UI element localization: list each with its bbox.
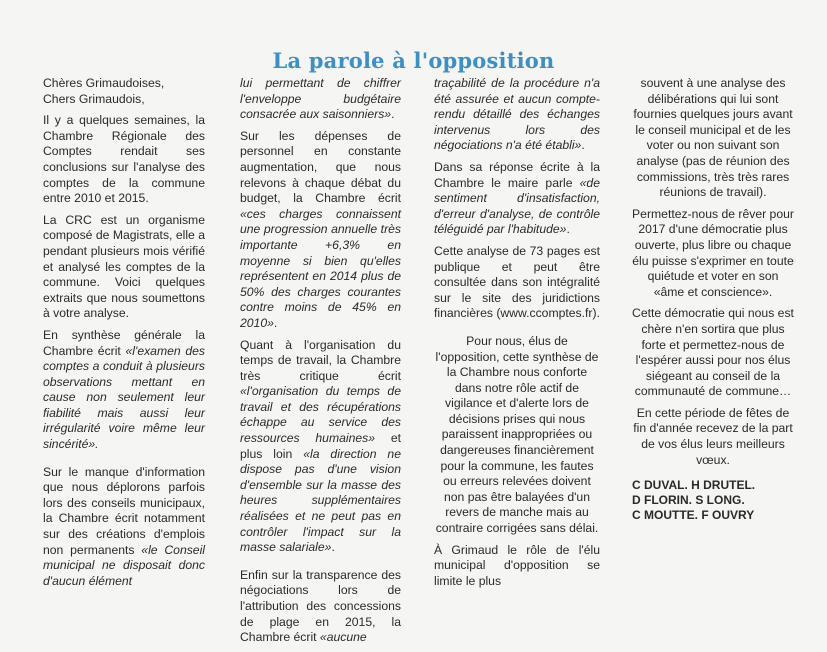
paragraph: En cette période de fêtes de fin d'année recevez de la part de vos élus leurs meilleurs vœux.	[633, 405, 793, 467]
paragraph-text: Enfin sur la transparence des négociations lors de l'attribution des concessions de plage en 2015, la Chambre écrit	[240, 567, 401, 645]
paragraph-text: Sur le manque d'information que nous déplorons parfois lors des conseils municipaux, la Chambre écrit notamment sur des créations d'emplois non permanents	[43, 464, 205, 557]
paragraph	[43, 465, 205, 590]
paragraph-text: En synthèse générale la Chambre écrit	[43, 327, 205, 358]
quote: traçabilité de la procédure n'a été assurée et aucun compte-rendu détaillé des échanges intervenus lors des négociations n'a été établi»	[434, 76, 600, 153]
punctuation: .	[566, 222, 570, 237]
paragraph-text: Quant à l'organisation du temps de travail, la Chambre très critique écrit	[240, 337, 401, 383]
paragraph: Cette démocratie qui nous est chère n'en sortira que plus forte et permettez-nous de l'espérer aussi pour nos élus siégeant au conseil de la communauté de commune…	[632, 306, 794, 399]
article-column-4	[632, 76, 794, 523]
paragraph	[240, 568, 401, 646]
article-column-1	[43, 76, 205, 595]
paragraph: Pour nous, élus de l'opposition, cette synthèse de la Chambre nous conforte dans notre rôle actif de vigilance et d'alerte lors de décisions prises qui nous paraissent inappropriées ou dangereuses financièrement pour la commune, les fautes ou erreurs relevées doivent non pas être balayées d'un revers de manche mais au contraire corrigées sans délai.	[435, 333, 599, 536]
quote: lui permettant de chiffrer l'enveloppe budgétaire consacrée aux saisonniers»	[240, 76, 401, 122]
signature-line: C MOUTTE. F OUVRY	[632, 508, 755, 523]
punctuation: .	[581, 138, 585, 153]
paragraph	[434, 160, 600, 238]
paragraph: La CRC est un organisme composé de Magistrats, elle a pendant plusieurs mois vérifié et analysé les comptes de la commune. Voici quelques extraits que nous soumettons à votre analyse.	[43, 212, 205, 321]
article-column-2	[240, 76, 401, 652]
quote: «la direction ne dispose pas d'une vision d'ensemble sur la masse des heures supplémentaires réalisées et ne peut pas en contrôler l'impact sur la masse salariale»	[240, 446, 401, 555]
paragraph: Il y a quelques semaines, la Chambre Régionale des Comptes rendait ses conclusions sur l'analyse des comptes de la commune entre 2010 et 2015.	[43, 113, 205, 206]
greeting: Chères Grimaudoises, Chers Grimaudois,	[43, 76, 165, 106]
quote: «aucune	[319, 630, 367, 645]
punctuation: .	[391, 107, 395, 122]
signature-line: D FLORIN. S LONG.	[632, 493, 745, 508]
paragraph	[240, 338, 401, 556]
article-column-3	[434, 76, 600, 595]
paragraph	[434, 76, 600, 154]
quote: «de sentiment d'insatisfaction, d'erreur d'analyse, de contrôle téléguidé par l'habitude»	[434, 175, 600, 237]
punctuation: .	[273, 315, 278, 330]
paragraph: Cette analyse de 73 pages est publique et peut être consultée dans son intégralité sur le site des juridictions financières (www.ccomptes.fr).	[434, 243, 600, 321]
quote: «ces charges connaissent une progression annuelle très importante +6,3% en moyenne si bien qu'elles représentent en 2014 plus de 50% des charges courantes contre moins de 45% en 2010»	[240, 206, 401, 330]
page-title: La parole à l'opposition	[272, 48, 555, 73]
paragraph	[43, 328, 205, 453]
paragraph: souvent à une analyse des délibérations qui lui sont fournies quelques jours avant le conseil municipal et de les voter ou non suivant son analyse (pas de réunion des commissions, très très rares réunions de travail).	[633, 76, 793, 200]
signatures	[632, 478, 794, 523]
signature-line: C DUVAL. H DRUTEL.	[632, 478, 756, 493]
paragraph-text: Dans sa réponse écrite à la Chambre le maire parle	[434, 159, 600, 190]
paragraph	[240, 76, 401, 123]
quote: «le Conseil municipal ne disposait donc d'aucun élément	[43, 542, 206, 588]
paragraph: Permettez-nous de rêver pour 2017 d'une démocratie plus ouverte, plus libre ou chaque élu puisse s'exprimer en toute quiétude et voter en son «âme et conscience».	[632, 206, 794, 299]
paragraph-text: et plus loin	[240, 431, 401, 461]
paragraph	[240, 129, 401, 332]
paragraph: À Grimaud le rôle de l'élu municipal d'opposition se limite le plus	[434, 542, 600, 588]
punctuation: .	[331, 540, 335, 555]
paragraph-text: Sur les dépenses de personnel en constante augmentation, que nous relevons à chaque débat du budget, la Chambre écrit	[240, 128, 401, 206]
quote: «l'organisation du temps de travail et des récupérations échappe au service des ressources humaines»	[240, 384, 401, 446]
quote: «l'examen des comptes a conduit à plusieurs observations mettant en cause non seulement leur fiabilité mais aussi leur irrégularité voire même leur sincérité».	[43, 343, 205, 452]
